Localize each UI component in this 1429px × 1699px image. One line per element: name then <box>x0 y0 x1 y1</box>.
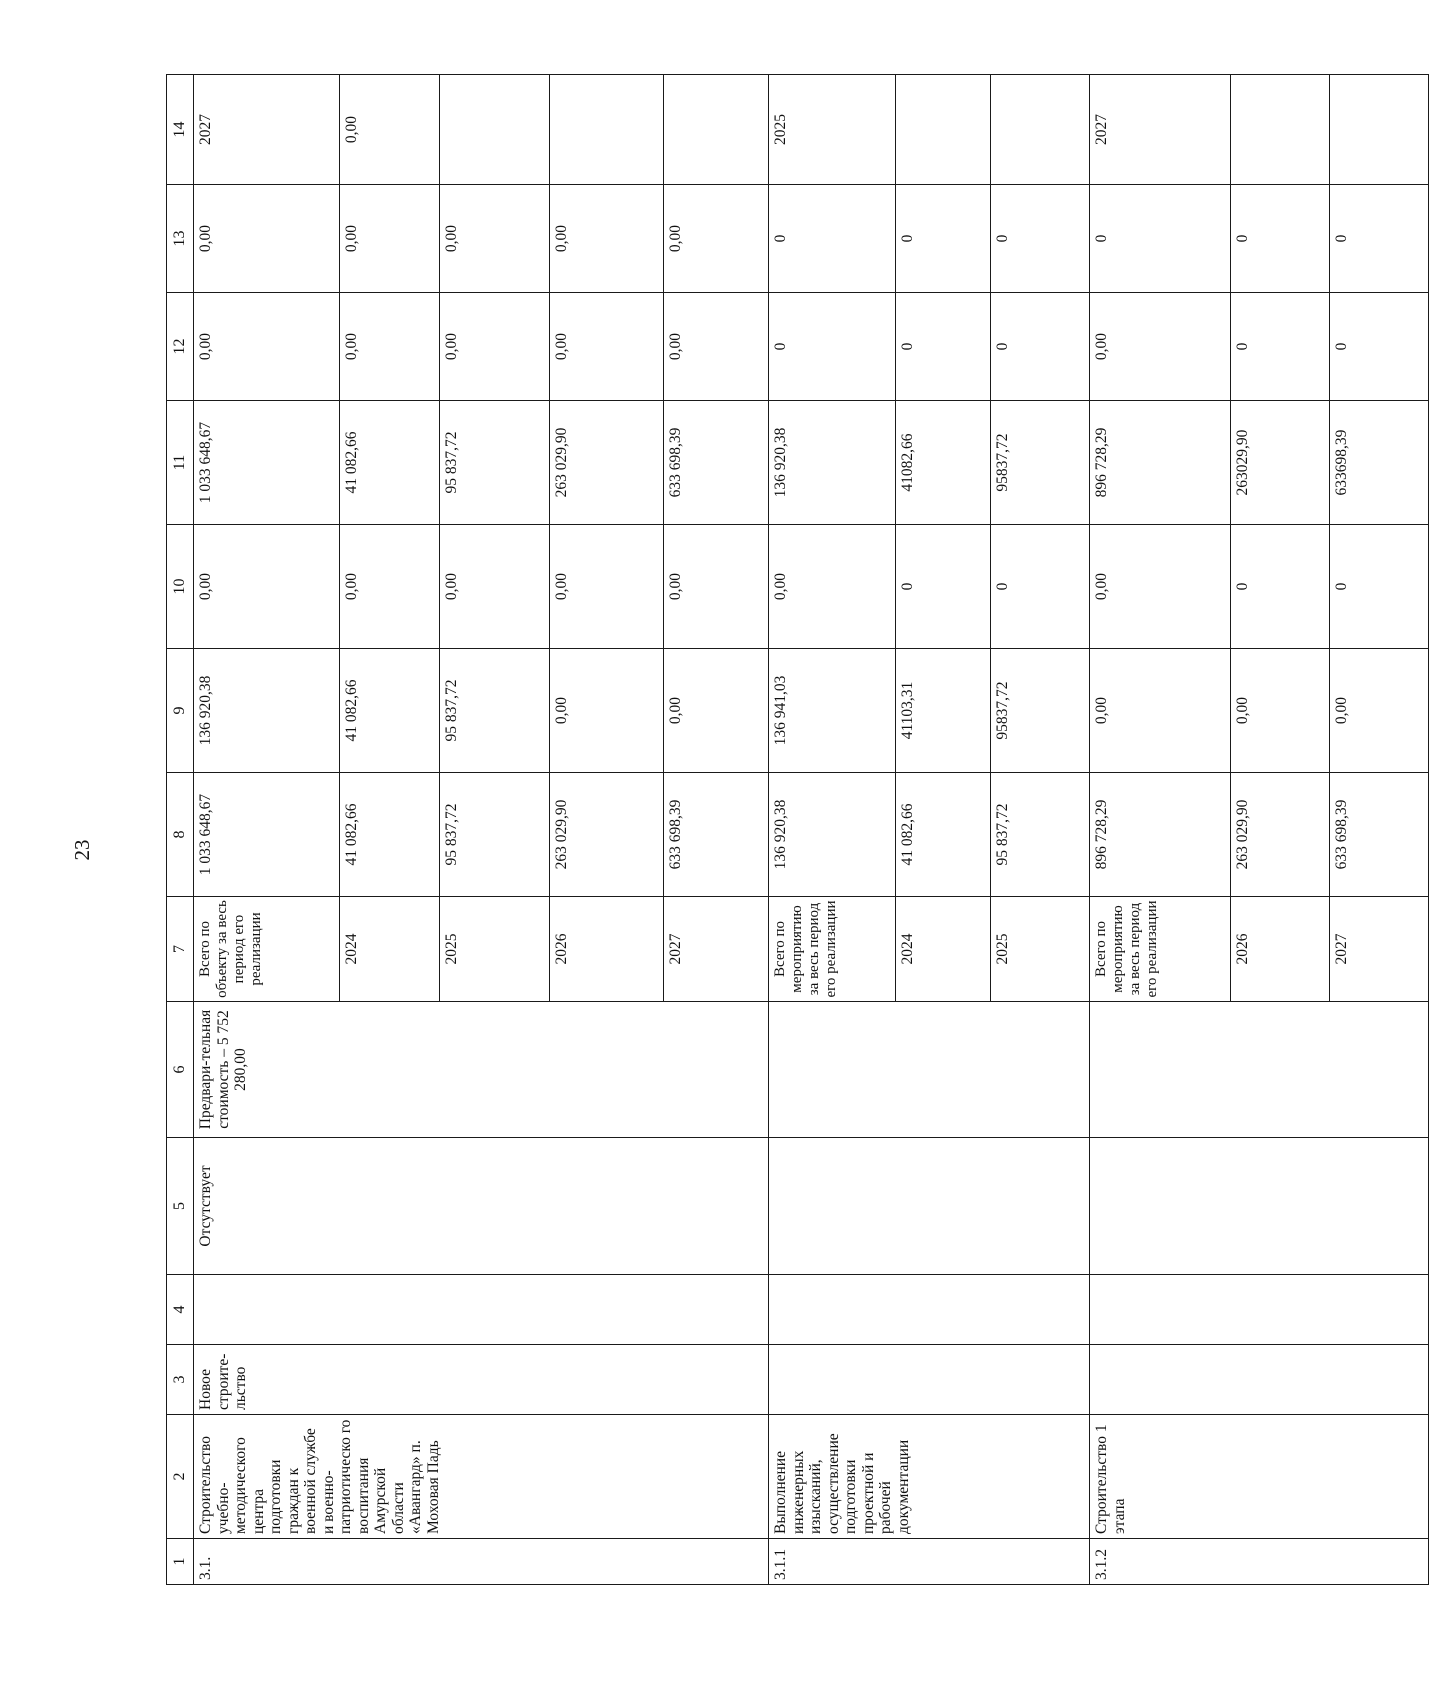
value-cell-12: 0,00 <box>664 293 769 401</box>
period-cell: 2024 <box>340 897 440 1002</box>
construction-type <box>1090 1345 1429 1415</box>
value-cell-11: 95837,72 <box>991 401 1090 525</box>
value-cell-13: 0,00 <box>664 185 769 293</box>
value-cell-13: 0 <box>1090 185 1231 293</box>
column-number-13: 13 <box>167 185 194 293</box>
value-cell-14 <box>991 75 1090 185</box>
column-number-8: 8 <box>167 773 194 897</box>
design-documentation-status <box>769 1138 1090 1275</box>
value-cell-10: 0 <box>991 525 1090 649</box>
value-cell-8: 633 698,39 <box>664 773 769 897</box>
value-cell-9: 41103,31 <box>896 649 991 773</box>
value-cell-11: 136 920,38 <box>769 401 896 525</box>
value-cell-10: 0,00 <box>440 525 550 649</box>
value-cell-11: 41 082,66 <box>340 401 440 525</box>
period-cell: Всего по мероприятию за весь период его реализации <box>1090 897 1231 1002</box>
value-cell-13: 0,00 <box>194 185 340 293</box>
column-number-11: 11 <box>167 401 194 525</box>
estimated-cost <box>769 1002 1090 1138</box>
period-cell: 2026 <box>1231 897 1330 1002</box>
value-cell-10: 0 <box>1231 525 1330 649</box>
value-cell-10: 0,00 <box>1090 525 1231 649</box>
table-row <box>1090 75 1231 1585</box>
value-cell-14 <box>1330 75 1429 185</box>
value-cell-8: 41 082,66 <box>340 773 440 897</box>
value-cell-14 <box>664 75 769 185</box>
value-cell-9: 0,00 <box>1231 649 1330 773</box>
column-number-6: 6 <box>167 1002 194 1138</box>
period-cell: 2027 <box>664 897 769 1002</box>
value-cell-12: 0,00 <box>550 293 664 401</box>
column-number-3: 3 <box>167 1345 194 1415</box>
column-number-4: 4 <box>167 1275 194 1345</box>
column-number-9: 9 <box>167 649 194 773</box>
value-cell-8: 41 082,66 <box>896 773 991 897</box>
value-cell-14: 2025 <box>769 75 896 185</box>
value-cell-10: 0,00 <box>664 525 769 649</box>
value-cell-10: 0,00 <box>340 525 440 649</box>
column-number-12: 12 <box>167 293 194 401</box>
value-cell-11: 263029,90 <box>1231 401 1330 525</box>
column-number-10: 10 <box>167 525 194 649</box>
row-number: 3.1.1 <box>769 1539 1090 1585</box>
value-cell-9: 0,00 <box>550 649 664 773</box>
value-cell-9: 136 941,03 <box>769 649 896 773</box>
value-cell-13: 0,00 <box>340 185 440 293</box>
column-number-7: 7 <box>167 897 194 1002</box>
value-cell-10: 0,00 <box>550 525 664 649</box>
value-cell-12: 0 <box>1330 293 1429 401</box>
value-cell-13: 0 <box>896 185 991 293</box>
value-cell-11: 633698,39 <box>1330 401 1429 525</box>
value-cell-8: 263 029,90 <box>1231 773 1330 897</box>
budget-table <box>166 74 1429 1585</box>
value-cell-14 <box>1231 75 1330 185</box>
value-cell-12: 0,00 <box>1090 293 1231 401</box>
value-cell-9: 136 920,38 <box>194 649 340 773</box>
value-cell-14: 2027 <box>1090 75 1231 185</box>
design-documentation-status: Отсутствует <box>194 1138 769 1275</box>
value-cell-14: 0,00 <box>340 75 440 185</box>
value-cell-9: 41 082,66 <box>340 649 440 773</box>
value-cell-12: 0,00 <box>340 293 440 401</box>
rotated-table-wrapper <box>166 75 1350 1585</box>
value-cell-8: 263 029,90 <box>550 773 664 897</box>
table-row <box>769 75 896 1585</box>
value-cell-13: 0,00 <box>440 185 550 293</box>
period-cell: 2025 <box>991 897 1090 1002</box>
estimated-cost <box>1090 1002 1429 1138</box>
column4-cell <box>1090 1275 1429 1345</box>
period-cell: 2024 <box>896 897 991 1002</box>
value-cell-14: 2027 <box>194 75 340 185</box>
value-cell-12: 0,00 <box>440 293 550 401</box>
value-cell-14 <box>550 75 664 185</box>
table-body <box>167 75 1429 1585</box>
value-cell-14 <box>440 75 550 185</box>
table-row <box>194 75 340 1585</box>
column4-cell <box>769 1275 1090 1345</box>
column-number-2: 2 <box>167 1415 194 1539</box>
value-cell-13: 0 <box>1231 185 1330 293</box>
value-cell-10: 0 <box>1330 525 1429 649</box>
value-cell-11: 633 698,39 <box>664 401 769 525</box>
value-cell-9: 95 837,72 <box>440 649 550 773</box>
value-cell-8: 95 837,72 <box>991 773 1090 897</box>
column-number-1: 1 <box>167 1539 194 1585</box>
period-cell: Всего по мероприятию за весь период его реализации <box>769 897 896 1002</box>
period-cell: 2025 <box>440 897 550 1002</box>
value-cell-8: 633 698,39 <box>1330 773 1429 897</box>
value-cell-11: 263 029,90 <box>550 401 664 525</box>
construction-type: Новое строите-льство <box>194 1345 769 1415</box>
value-cell-12: 0 <box>769 293 896 401</box>
value-cell-9: 0,00 <box>664 649 769 773</box>
header-row <box>167 75 194 1585</box>
row-number: 3.1.2 <box>1090 1539 1429 1585</box>
value-cell-12: 0 <box>991 293 1090 401</box>
value-cell-11: 95 837,72 <box>440 401 550 525</box>
value-cell-13: 0 <box>1330 185 1429 293</box>
value-cell-11: 41082,66 <box>896 401 991 525</box>
value-cell-9: 95837,72 <box>991 649 1090 773</box>
value-cell-10: 0 <box>896 525 991 649</box>
value-cell-10: 0,00 <box>194 525 340 649</box>
design-documentation-status <box>1090 1138 1429 1275</box>
item-name: Строительство учебно-методического центра подготовки граждан к военной службе и военно-патриотическо го воспитания Амурской области «Авангард» п. Моховая Падь <box>194 1415 769 1539</box>
value-cell-12: 0 <box>1231 293 1330 401</box>
value-cell-11: 1 033 648,67 <box>194 401 340 525</box>
estimated-cost: Предвари-тельная стоимость – 5 752 280,00 <box>194 1002 769 1138</box>
value-cell-13: 0,00 <box>550 185 664 293</box>
value-cell-11: 896 728,29 <box>1090 401 1231 525</box>
row-number: 3.1. <box>194 1539 769 1585</box>
value-cell-13: 0 <box>991 185 1090 293</box>
item-name: Выполнение инженерных изысканий, осуществление подготовки проектной и рабочей документации <box>769 1415 1090 1539</box>
construction-type <box>769 1345 1090 1415</box>
value-cell-10: 0,00 <box>769 525 896 649</box>
value-cell-13: 0 <box>769 185 896 293</box>
value-cell-12: 0 <box>896 293 991 401</box>
item-name: Строительство 1 этапа <box>1090 1415 1429 1539</box>
period-cell: 2027 <box>1330 897 1429 1002</box>
period-cell: 2026 <box>550 897 664 1002</box>
column4-cell <box>194 1275 769 1345</box>
page-number: 23 <box>70 839 94 861</box>
value-cell-8: 95 837,72 <box>440 773 550 897</box>
value-cell-8: 1 033 648,67 <box>194 773 340 897</box>
value-cell-9: 0,00 <box>1090 649 1231 773</box>
column-number-5: 5 <box>167 1138 194 1275</box>
value-cell-9: 0,00 <box>1330 649 1429 773</box>
value-cell-8: 136 920,38 <box>769 773 896 897</box>
value-cell-14 <box>896 75 991 185</box>
column-number-14: 14 <box>167 75 194 185</box>
value-cell-8: 896 728,29 <box>1090 773 1231 897</box>
value-cell-12: 0,00 <box>194 293 340 401</box>
period-cell: Всего по объекту за весь период его реализации <box>194 897 340 1002</box>
